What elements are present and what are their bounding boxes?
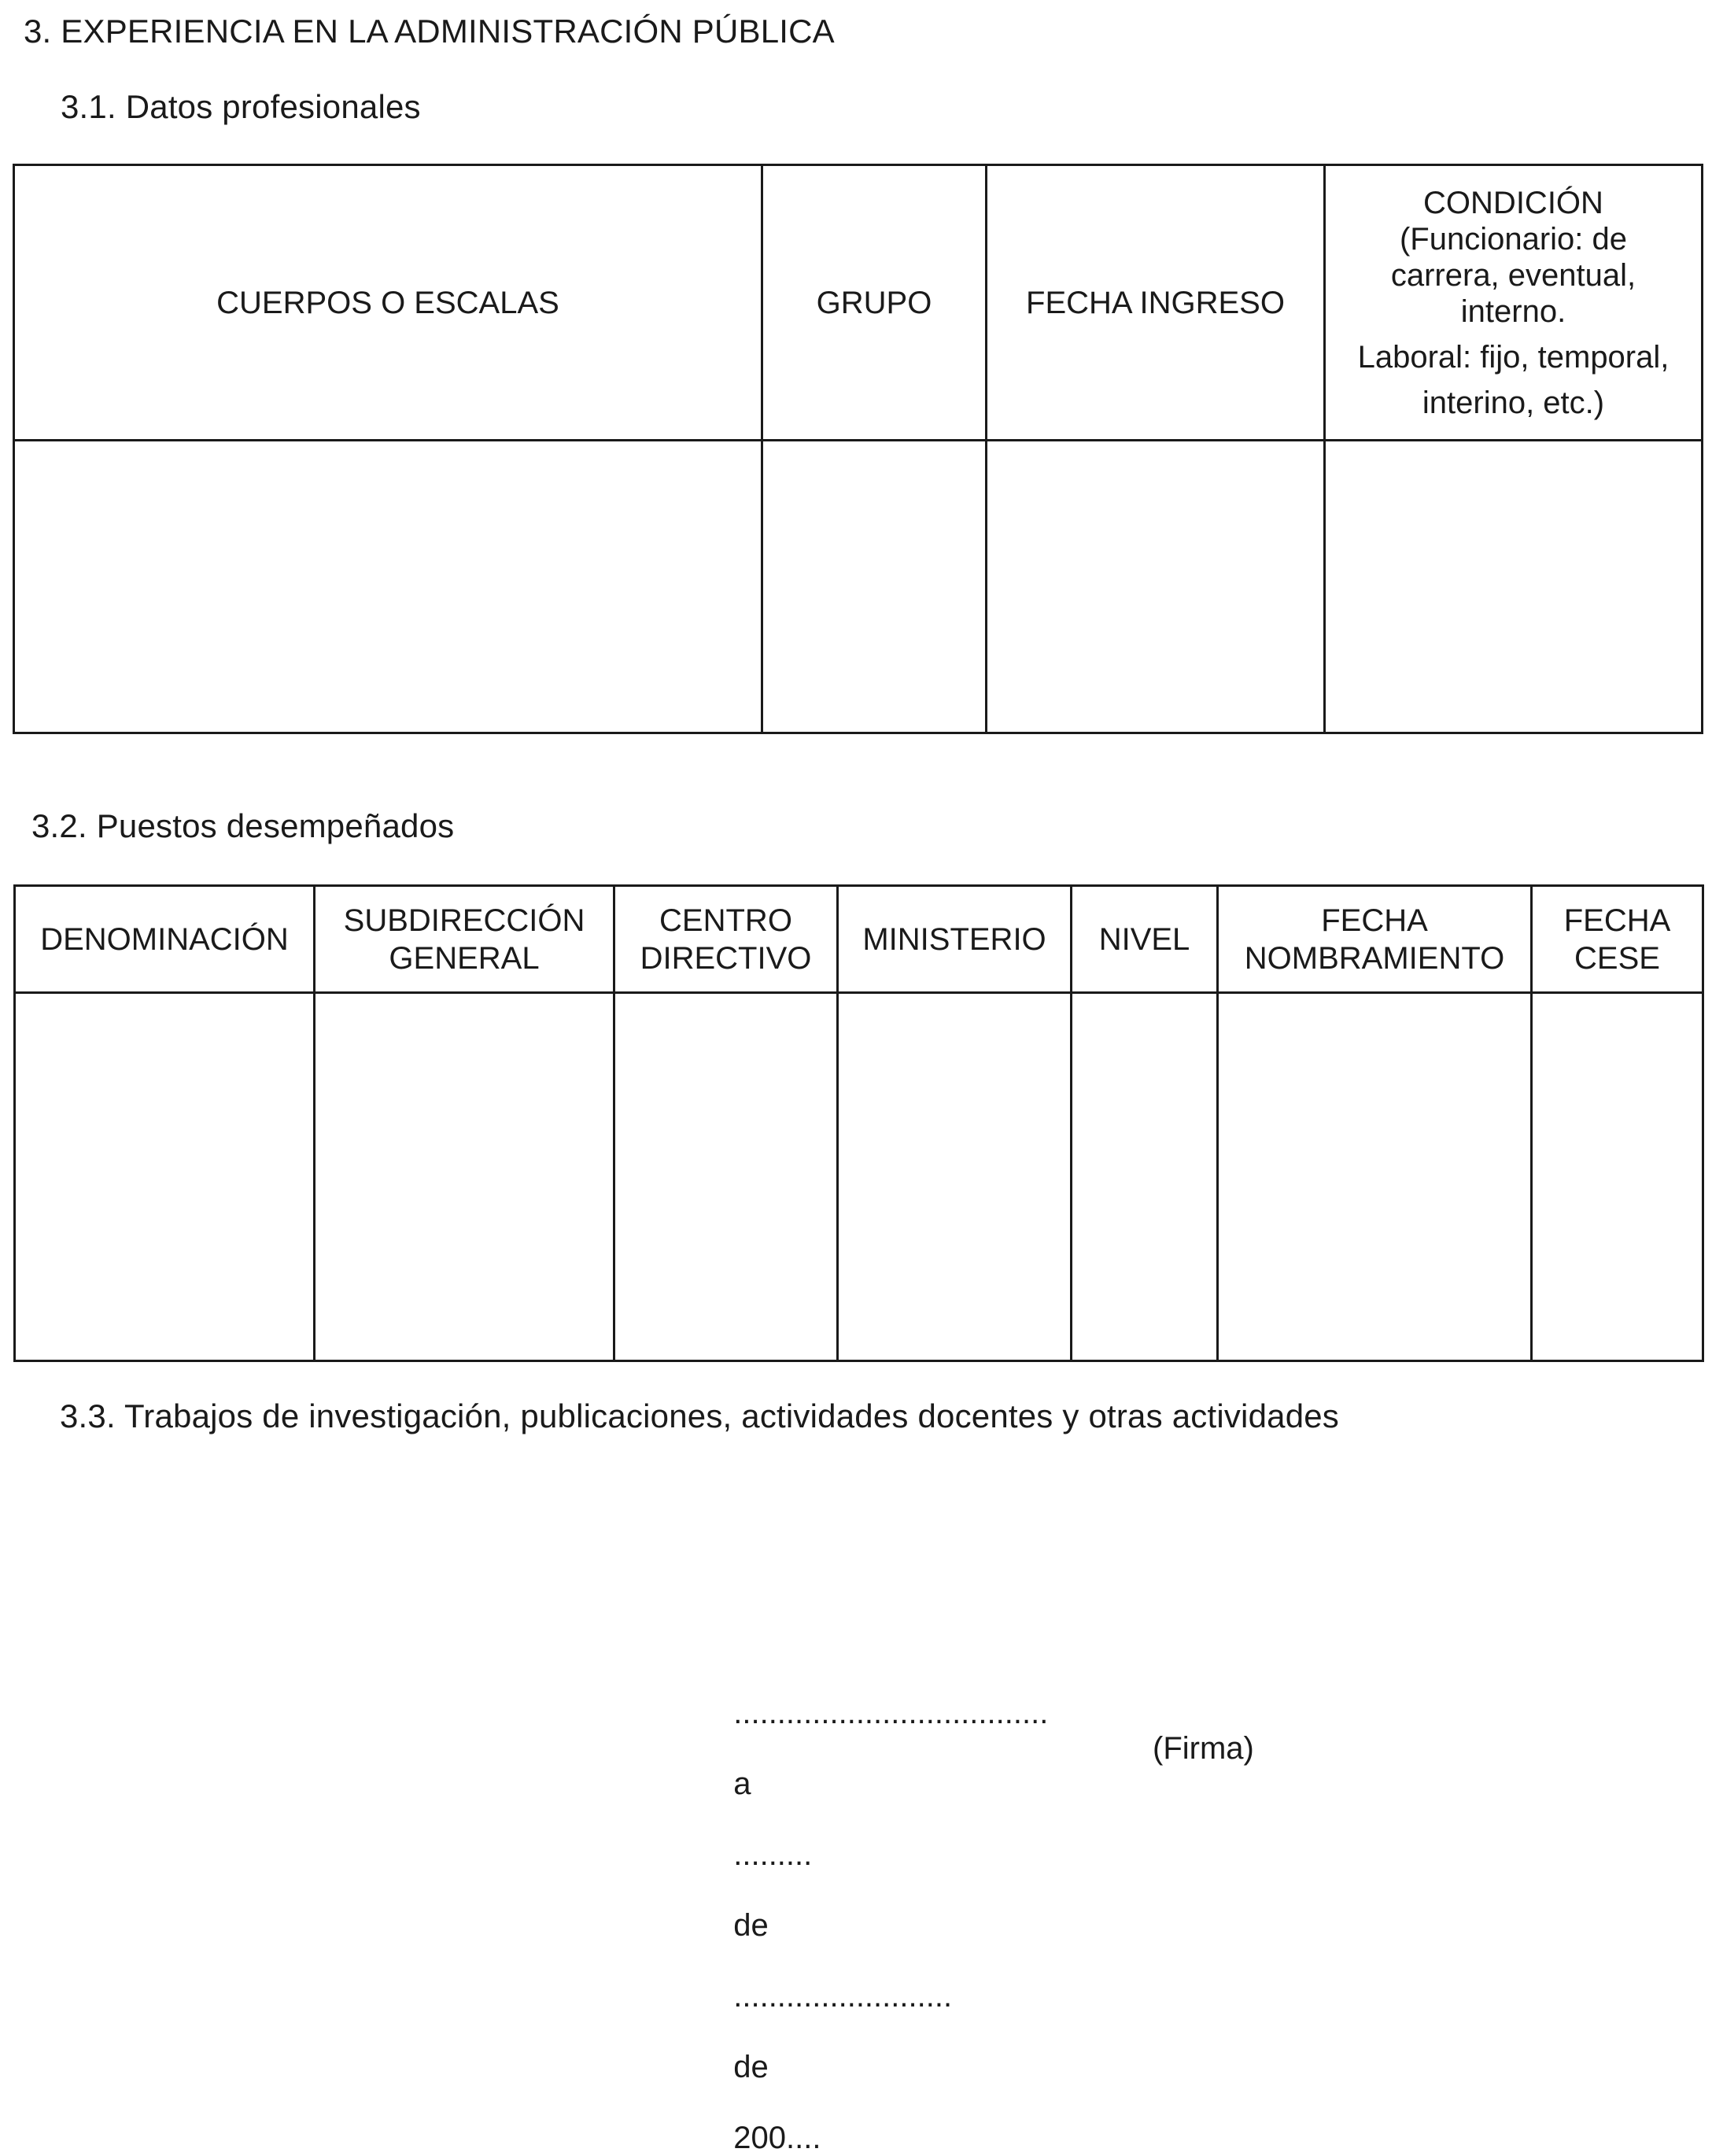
- cell-subdireccion-input[interactable]: [315, 993, 614, 1361]
- header-subdireccion-general: [315, 886, 614, 993]
- cell-centro-directivo-input[interactable]: [614, 993, 838, 1361]
- cell-cuerpos-escalas-input[interactable]: [14, 441, 762, 733]
- condicion-line: (Funcionario: de: [1399, 221, 1628, 257]
- date-word-a: a: [733, 1767, 751, 1801]
- condicion-line: interno.: [1460, 293, 1566, 329]
- cell-fecha-nombramiento-input[interactable]: [1218, 993, 1532, 1361]
- header-line: NOMBRAMIENTO: [1244, 940, 1505, 976]
- condicion-line: interino, etc.): [1422, 385, 1605, 420]
- datos-profesionales-table: [13, 164, 1703, 734]
- header-fecha-nombramiento: [1218, 886, 1532, 993]
- subsection-title-datos-profesionales: 3.1. Datos profesionales: [61, 88, 421, 125]
- subsection-title-puestos: 3.2. Puestos desempeñados: [31, 807, 455, 844]
- trabajos-text-area[interactable]: [60, 1448, 1681, 1629]
- condicion-line: CONDICIÓN: [1423, 185, 1603, 220]
- table-header-row: [14, 165, 1703, 441]
- header-line: NIVEL: [1098, 921, 1190, 957]
- cell-nivel-input[interactable]: [1072, 993, 1218, 1361]
- header-line: GENERAL: [389, 940, 540, 976]
- date-word-de: de: [733, 1908, 769, 1943]
- header-line: DIRECTIVO: [640, 940, 812, 976]
- date-word-de: de: [733, 2050, 769, 2084]
- cell-fecha-ingreso-input[interactable]: [987, 441, 1325, 733]
- header-grupo: GRUPO: [762, 165, 987, 441]
- header-nivel: [1072, 886, 1218, 993]
- header-condicion: [1325, 165, 1703, 441]
- header-line: SUBDIRECCIÓN: [343, 903, 585, 938]
- header-line: DENOMINACIÓN: [40, 921, 289, 957]
- header-centro-directivo: [614, 886, 838, 993]
- condicion-line: Laboral: fijo, temporal,: [1357, 339, 1670, 375]
- firma-label: (Firma): [1153, 1731, 1254, 1766]
- table-header-row: [15, 886, 1703, 993]
- year-field[interactable]: 200....: [733, 2121, 821, 2155]
- table-row: [15, 993, 1703, 1361]
- header-fecha-cese: [1532, 886, 1703, 993]
- cell-ministerio-input[interactable]: [838, 993, 1072, 1361]
- cell-denominacion-input[interactable]: [15, 993, 315, 1361]
- header-denominacion: [15, 886, 315, 993]
- subsection-title-trabajos: 3.3. Trabajos de investigación, publicaciones, actividades docentes y otras actividades: [60, 1397, 1340, 1434]
- puestos-table: [13, 884, 1704, 1362]
- header-line: CENTRO: [659, 903, 792, 938]
- header-line: CESE: [1574, 940, 1660, 976]
- cell-fecha-cese-input[interactable]: [1532, 993, 1703, 1361]
- cell-condicion-input[interactable]: [1325, 441, 1703, 733]
- header-line: FECHA: [1321, 903, 1428, 938]
- condicion-line: carrera, eventual,: [1390, 257, 1636, 293]
- header-ministerio: [838, 886, 1072, 993]
- header-fecha-ingreso: FECHA INGRESO: [987, 165, 1325, 441]
- header-line: MINISTERIO: [862, 921, 1046, 957]
- header-line: FECHA: [1563, 903, 1671, 938]
- date-line: [716, 1660, 1049, 2155]
- month-dots[interactable]: .........................: [733, 1979, 953, 2014]
- cell-grupo-input[interactable]: [762, 441, 987, 733]
- section-title: 3. EXPERIENCIA EN LA ADMINISTRACIÓN PÚBLICA: [24, 13, 835, 50]
- day-dots[interactable]: .........: [733, 1837, 813, 1872]
- place-dots[interactable]: ....................................: [733, 1696, 1049, 1730]
- table-row: [14, 441, 1703, 733]
- header-cuerpos-escalas: CUERPOS O ESCALAS: [14, 165, 762, 441]
